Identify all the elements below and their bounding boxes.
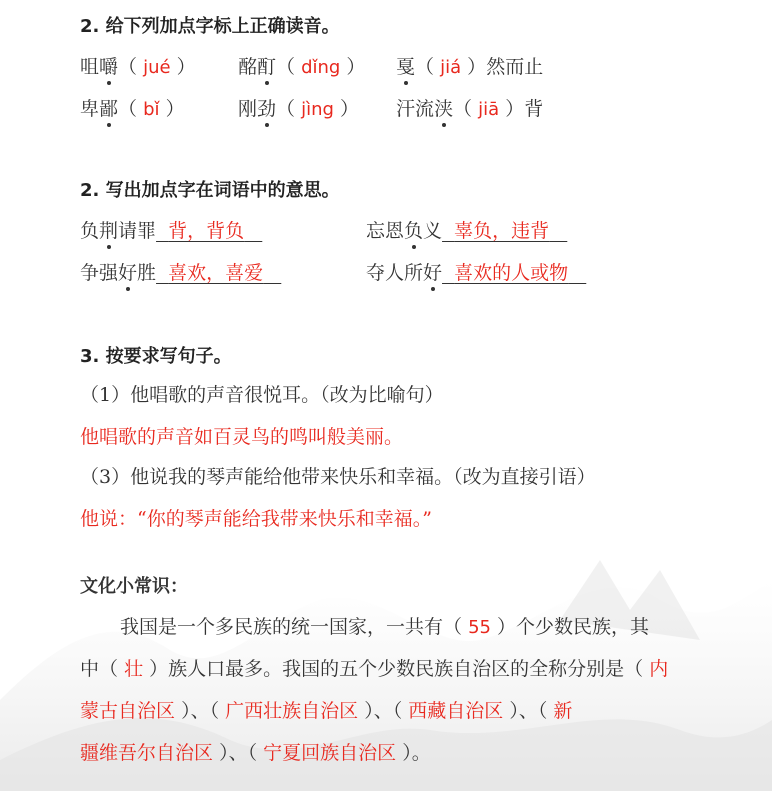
culture-line-3: 蒙古自治区 ）、（ 广西壮族自治区 ）、（ 西藏自治区 ）、（ 新	[80, 700, 573, 722]
answer-jue: jué	[143, 57, 171, 78]
culture-line-1: 我国是一个多民族的统一国家，一共有（ 55 ）个少数民族，其	[120, 616, 650, 638]
word-hanliujiabei: 汗流浃（ jiā ）背	[396, 94, 543, 121]
meaning-item-4: 夺人所好 喜欢的人或物	[366, 258, 586, 285]
sentence-answer-2: 他说：“你的琴声能给我带来快乐和幸福。”	[80, 508, 432, 530]
meaning-answer-2: 辜负，违背	[454, 220, 550, 242]
pinyin-heading: 2. 给下列加点字标上正确读音。	[80, 16, 340, 37]
word-jujue: 咀嚼（ jué ）	[80, 56, 196, 78]
answer-jia: jiá	[440, 57, 462, 78]
culture-answer-ningxia: 宁夏回族自治区	[263, 742, 397, 764]
answer-jia2: jiā	[478, 99, 500, 120]
meaning-item-3: 争强好胜 喜欢，喜爱	[80, 258, 281, 285]
meaning-item-2: 忘恩负义 辜负，违背	[366, 216, 567, 243]
sentence-answer-1: 他唱歌的声音如百灵鸟的鸣叫般美丽。	[80, 426, 404, 448]
meaning-answer-3: 喜欢，喜爱	[168, 262, 264, 284]
culture-answer-neimenggu: 蒙古自治区	[80, 700, 176, 722]
culture-answer-zhuang: 壮	[124, 658, 144, 680]
culture-answer-55: 55	[468, 617, 491, 638]
word-mingding: 酩酊（ dǐng ）	[238, 52, 365, 79]
culture-answer-guangxi: 广西壮族自治区	[225, 700, 359, 722]
culture-answer-xizang: 西藏自治区	[408, 700, 504, 722]
meaning-item-1: 负荆请罪 背，背负	[80, 216, 262, 243]
culture-answer-xinjiang: 疆维吾尔自治区	[80, 742, 214, 764]
meaning-answer-4: 喜欢的人或物	[454, 262, 569, 284]
word-beibi: 卑鄙（ bǐ ）	[80, 94, 185, 121]
culture-answer-xin: 新	[553, 700, 573, 722]
answer-jing: jìng	[301, 99, 334, 120]
sentences-heading: 3. 按要求写句子。	[80, 346, 232, 367]
sentence-question-2: （3）他说我的琴声能给他带来快乐和幸福。（改为直接引语）	[80, 466, 596, 488]
word-jiaranerzhi: 戛（ jiá ）然而止	[396, 52, 543, 79]
culture-line-4: 疆维吾尔自治区 ）、（ 宁夏回族自治区 ）。	[80, 742, 431, 764]
meaning-heading: 2. 写出加点字在词语中的意思。	[80, 180, 340, 201]
answer-ding: dǐng	[301, 57, 341, 78]
culture-answer-nei: 内	[649, 658, 669, 680]
word-gangjing: 刚劲（ jìng ）	[238, 94, 359, 121]
culture-line-2: 中（ 壮 ）族人口最多。我国的五个少数民族自治区的全称分别是（ 内	[80, 658, 669, 680]
answer-bi: bǐ	[143, 99, 160, 120]
pinyin-row-1	[80, 52, 196, 79]
sentence-question-1: （1）他唱歌的声音很悦耳。（改为比喻句）	[80, 384, 444, 406]
culture-heading: 文化小常识：	[80, 576, 188, 597]
meaning-answer-1: 背，背负	[168, 220, 245, 242]
